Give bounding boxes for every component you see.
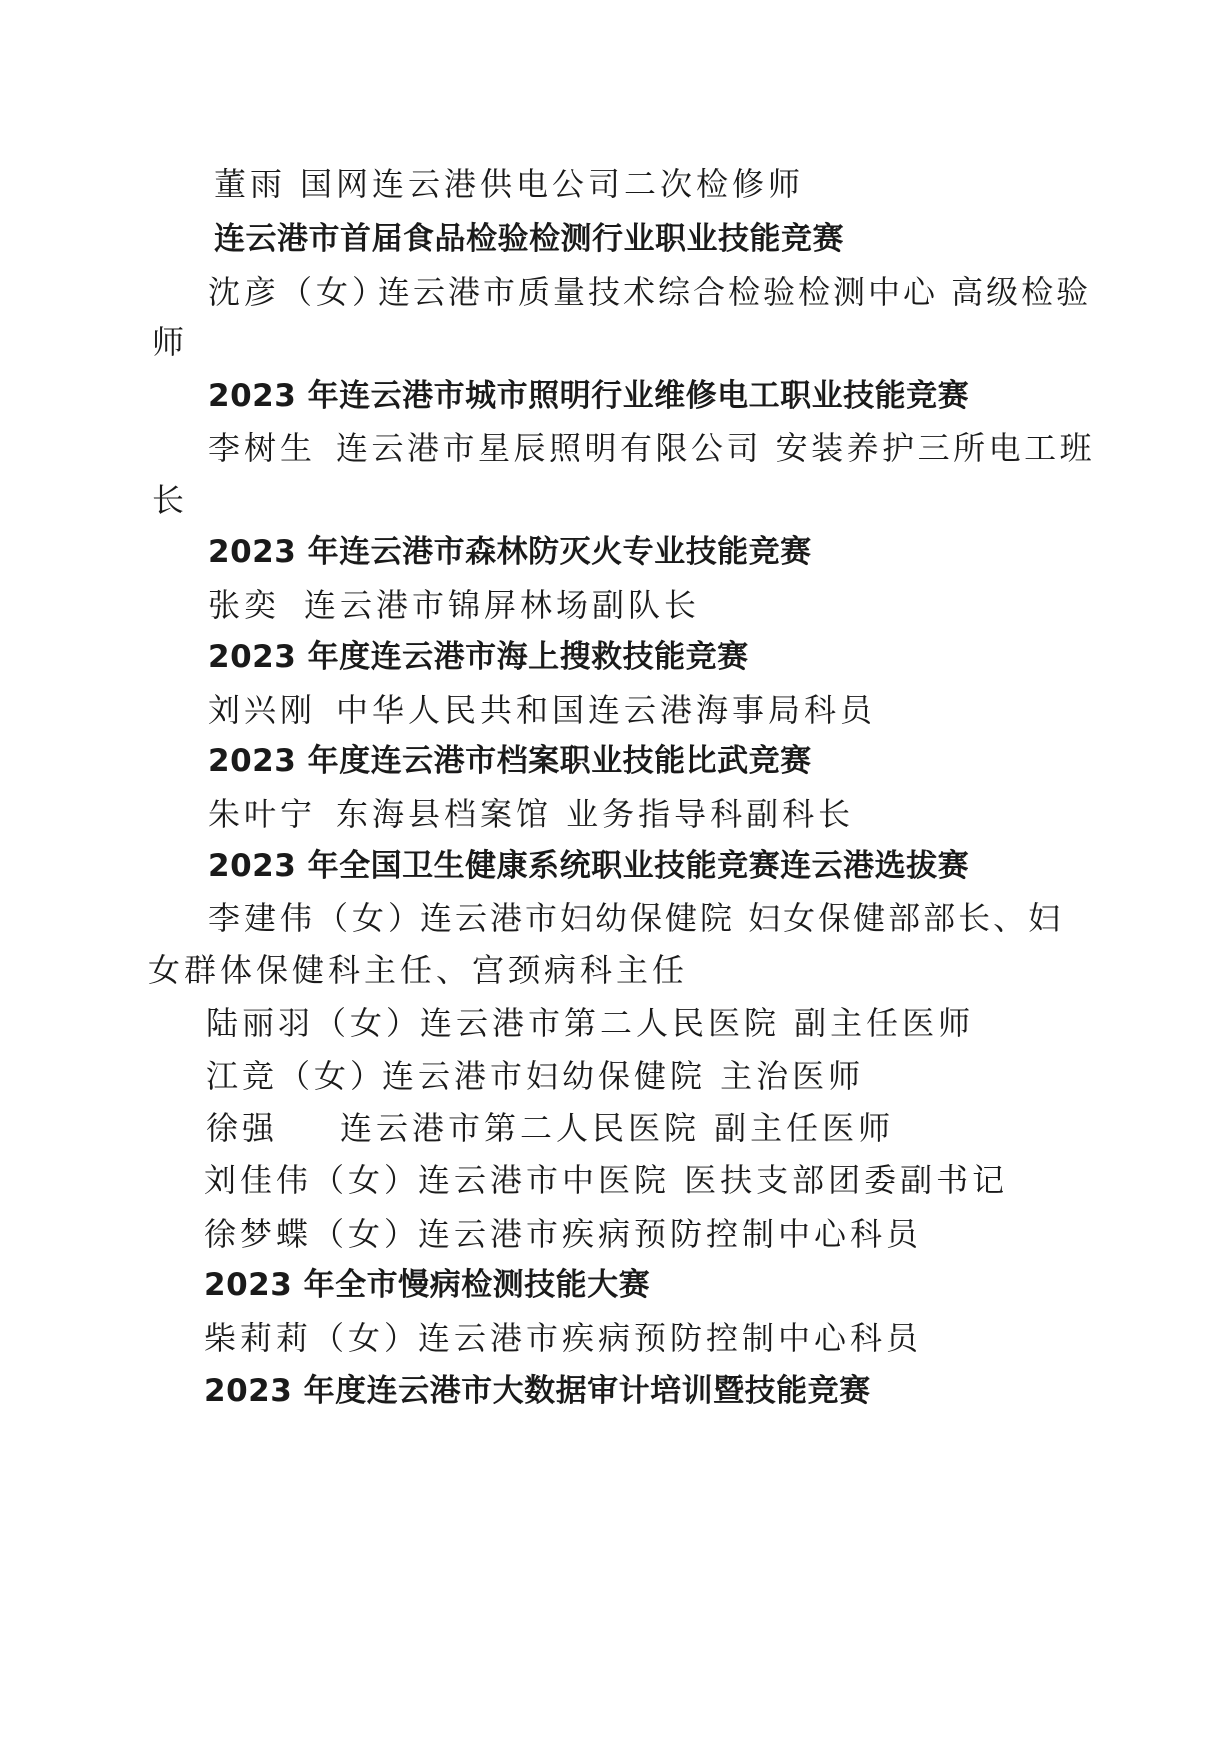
person-position: 连云港市第二人民医院 副主任医师 bbox=[420, 1004, 975, 1042]
person-name: 李建伟（女） bbox=[208, 899, 425, 937]
person-name: 董雨 bbox=[214, 165, 287, 203]
person-name: 徐强 bbox=[206, 1109, 279, 1147]
section-heading: 2023 年度连云港市海上搜救技能竞赛 bbox=[208, 639, 749, 675]
person-position: 连云港市妇幼保健院 妇女保健部部长、妇 bbox=[420, 899, 1064, 937]
person-position: 连云港市疾病预防控制中心科员 bbox=[418, 1319, 923, 1357]
person-name: 刘佳伟（女） bbox=[204, 1161, 421, 1199]
person-position: 中华人民共和国连云港海事局科员 bbox=[336, 691, 877, 729]
person-name: 沈彦（女） bbox=[208, 273, 389, 311]
section-heading: 2023 年全国卫生健康系统职业技能竞赛连云港选拔赛 bbox=[208, 848, 970, 884]
continuation-line: 长 bbox=[152, 481, 189, 519]
person-position: 连云港市妇幼保健院 主治医师 bbox=[382, 1057, 865, 1095]
section-heading: 连云港市首届食品检验检测行业职业技能竞赛 bbox=[214, 221, 844, 257]
section-heading: 2023 年连云港市城市照明行业维修电工职业技能竞赛 bbox=[208, 378, 970, 414]
person-position: 连云港市中医院 医扶支部团委副书记 bbox=[418, 1161, 1009, 1199]
person-position: 连云港市锦屏林场副队长 bbox=[304, 586, 701, 624]
person-name: 陆丽羽（女） bbox=[206, 1004, 423, 1042]
person-name: 李树生 bbox=[208, 429, 317, 467]
person-name: 张奕 bbox=[208, 586, 281, 624]
person-position: 连云港市质量技术综合检验检测中心 高级检验 bbox=[378, 273, 1092, 311]
person-position: 连云港市第二人民医院 副主任医师 bbox=[340, 1109, 895, 1147]
continuation-line: 师 bbox=[152, 323, 189, 361]
person-position: 国网连云港供电公司二次检修师 bbox=[300, 165, 805, 203]
person-name: 柴莉莉（女） bbox=[204, 1319, 421, 1357]
person-position: 连云港市疾病预防控制中心科员 bbox=[418, 1215, 923, 1253]
person-position: 连云港市星辰照明有限公司 安装养护三所电工班 bbox=[336, 429, 1096, 467]
person-name: 刘兴刚 bbox=[208, 691, 317, 729]
continuation-line: 女群体保健科主任、宫颈病科主任 bbox=[148, 951, 689, 989]
person-position: 东海县档案馆 业务指导科副科长 bbox=[336, 795, 855, 833]
section-heading: 2023 年全市慢病检测技能大赛 bbox=[204, 1267, 651, 1303]
person-name: 朱叶宁 bbox=[208, 795, 317, 833]
person-name: 徐梦蝶（女） bbox=[204, 1215, 421, 1253]
section-heading: 2023 年度连云港市档案职业技能比武竞赛 bbox=[208, 743, 812, 779]
section-heading: 2023 年连云港市森林防灭火专业技能竞赛 bbox=[208, 534, 812, 570]
section-heading: 2023 年度连云港市大数据审计培训暨技能竞赛 bbox=[204, 1373, 871, 1409]
person-name: 江竞（女） bbox=[206, 1057, 387, 1095]
